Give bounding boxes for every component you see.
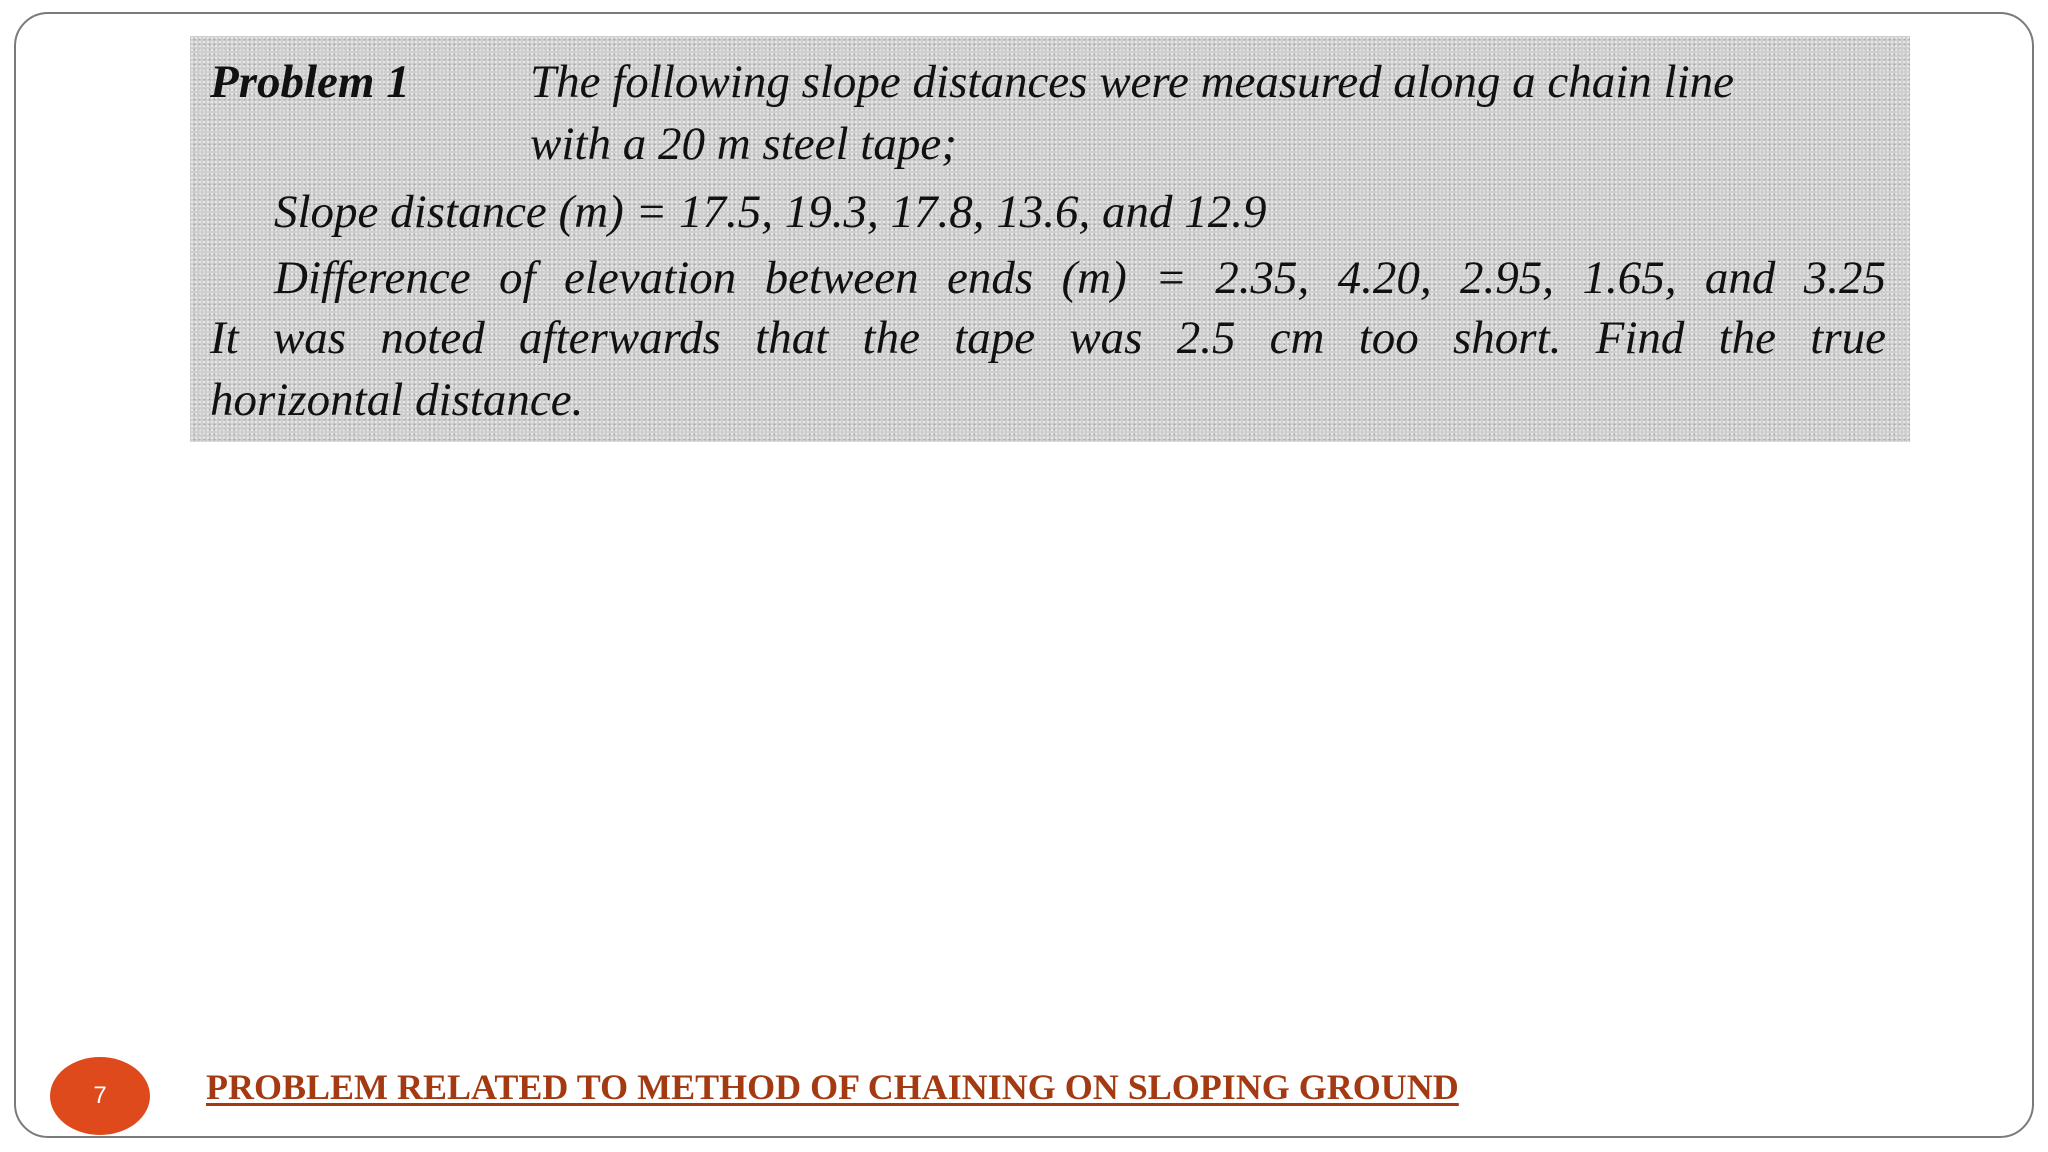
- page-number-badge: [50, 1057, 150, 1135]
- tape-note-line-2: horizontal distance.: [210, 374, 584, 426]
- problem-statement-line-1: The following slope distances were measured along a chain line: [530, 56, 1735, 108]
- problem-label: Problem 1: [210, 56, 410, 108]
- problem-image: [190, 36, 1910, 442]
- problem-statement-line-2: with a 20 m steel tape;: [530, 118, 957, 170]
- slope-distance-line: Slope distance (m) = 17.5, 19.3, 17.8, 13.6, and 12.9: [274, 186, 1267, 238]
- tape-note-line-1: It was noted afterwards that the tape was 2.5 cm too short. Find the true: [210, 312, 1886, 364]
- slide-title: PROBLEM RELATED TO METHOD OF CHAINING ON SLOPING GROUND: [206, 1067, 1459, 1107]
- page-number: 7: [93, 1082, 107, 1109]
- slide: [14, 12, 2034, 1138]
- elevation-difference-line: Difference of elevation between ends (m) = 2.35, 4.20, 2.95, 1.65, and 3.25: [274, 252, 1886, 304]
